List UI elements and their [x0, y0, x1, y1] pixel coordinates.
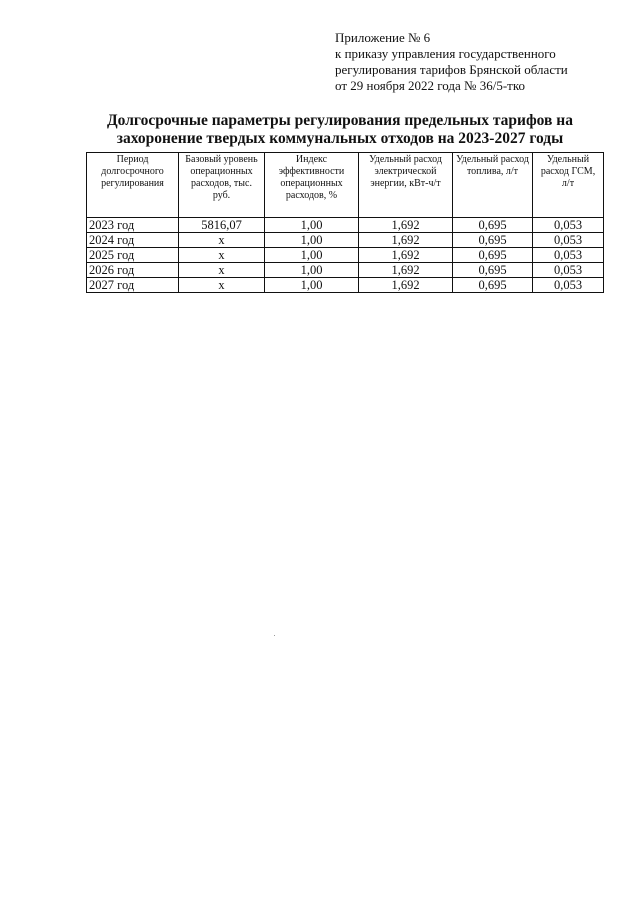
cell-base-opex: 5816,07: [179, 218, 265, 233]
cell-efficiency-index: 1,00: [265, 248, 359, 263]
title-line-2: захоронение твердых коммунальных отходов на 2023-2027 годы: [116, 130, 564, 147]
table-row: [87, 233, 604, 248]
cell-fuel: 0,695: [453, 233, 533, 248]
header-efficiency-index: Индекс эффективности операционных расходов, %: [265, 153, 359, 218]
cell-electricity: 1,692: [359, 278, 453, 293]
table-row: [87, 218, 604, 233]
header-electricity: Удельный расход электрической энергии, кВт-ч/т: [359, 153, 453, 218]
header-period: Период долгосрочного регулирования: [87, 153, 179, 218]
table-header-row: [87, 153, 604, 218]
cell-fuel: 0,695: [453, 248, 533, 263]
cell-fuel: 0,695: [453, 218, 533, 233]
cell-base-opex: x: [179, 278, 265, 293]
header-fuel: Удельный расход топлива, л/т: [453, 153, 533, 218]
appendix-line: Приложение № 6: [335, 30, 431, 45]
cell-base-opex: x: [179, 263, 265, 278]
cell-electricity: 1,692: [359, 248, 453, 263]
appendix-line: регулирования тарифов Брянской области: [335, 62, 568, 77]
appendix-note: [335, 30, 625, 94]
cell-period: 2024 год: [87, 233, 179, 248]
cell-efficiency-index: 1,00: [265, 233, 359, 248]
cell-electricity: 1,692: [359, 218, 453, 233]
cell-lubricants: 0,053: [533, 278, 604, 293]
cell-fuel: 0,695: [453, 278, 533, 293]
cell-base-opex: x: [179, 233, 265, 248]
cell-electricity: 1,692: [359, 263, 453, 278]
cell-lubricants: 0,053: [533, 233, 604, 248]
cell-period: 2025 год: [87, 248, 179, 263]
parameters-table: [86, 152, 604, 293]
cell-efficiency-index: 1,00: [265, 218, 359, 233]
document-title: [60, 112, 620, 148]
cell-period: 2023 год: [87, 218, 179, 233]
cell-lubricants: 0,053: [533, 218, 604, 233]
header-lubricants: Удельный расход ГСМ, л/т: [533, 153, 604, 218]
scan-speck: [274, 635, 275, 636]
table-row: [87, 248, 604, 263]
cell-efficiency-index: 1,00: [265, 263, 359, 278]
cell-period: 2027 год: [87, 278, 179, 293]
table-row: [87, 263, 604, 278]
table-row: [87, 278, 604, 293]
cell-lubricants: 0,053: [533, 263, 604, 278]
header-base-opex: Базовый уровень операционных расходов, тыс. руб.: [179, 153, 265, 218]
cell-fuel: 0,695: [453, 263, 533, 278]
cell-efficiency-index: 1,00: [265, 278, 359, 293]
appendix-line: от 29 ноября 2022 года № 36/5-тко: [335, 78, 525, 93]
cell-period: 2026 год: [87, 263, 179, 278]
cell-lubricants: 0,053: [533, 248, 604, 263]
cell-base-opex: x: [179, 248, 265, 263]
cell-electricity: 1,692: [359, 233, 453, 248]
title-line-1: Долгосрочные параметры регулирования предельных тарифов на: [107, 112, 573, 129]
appendix-line: к приказу управления государственного: [335, 46, 556, 61]
